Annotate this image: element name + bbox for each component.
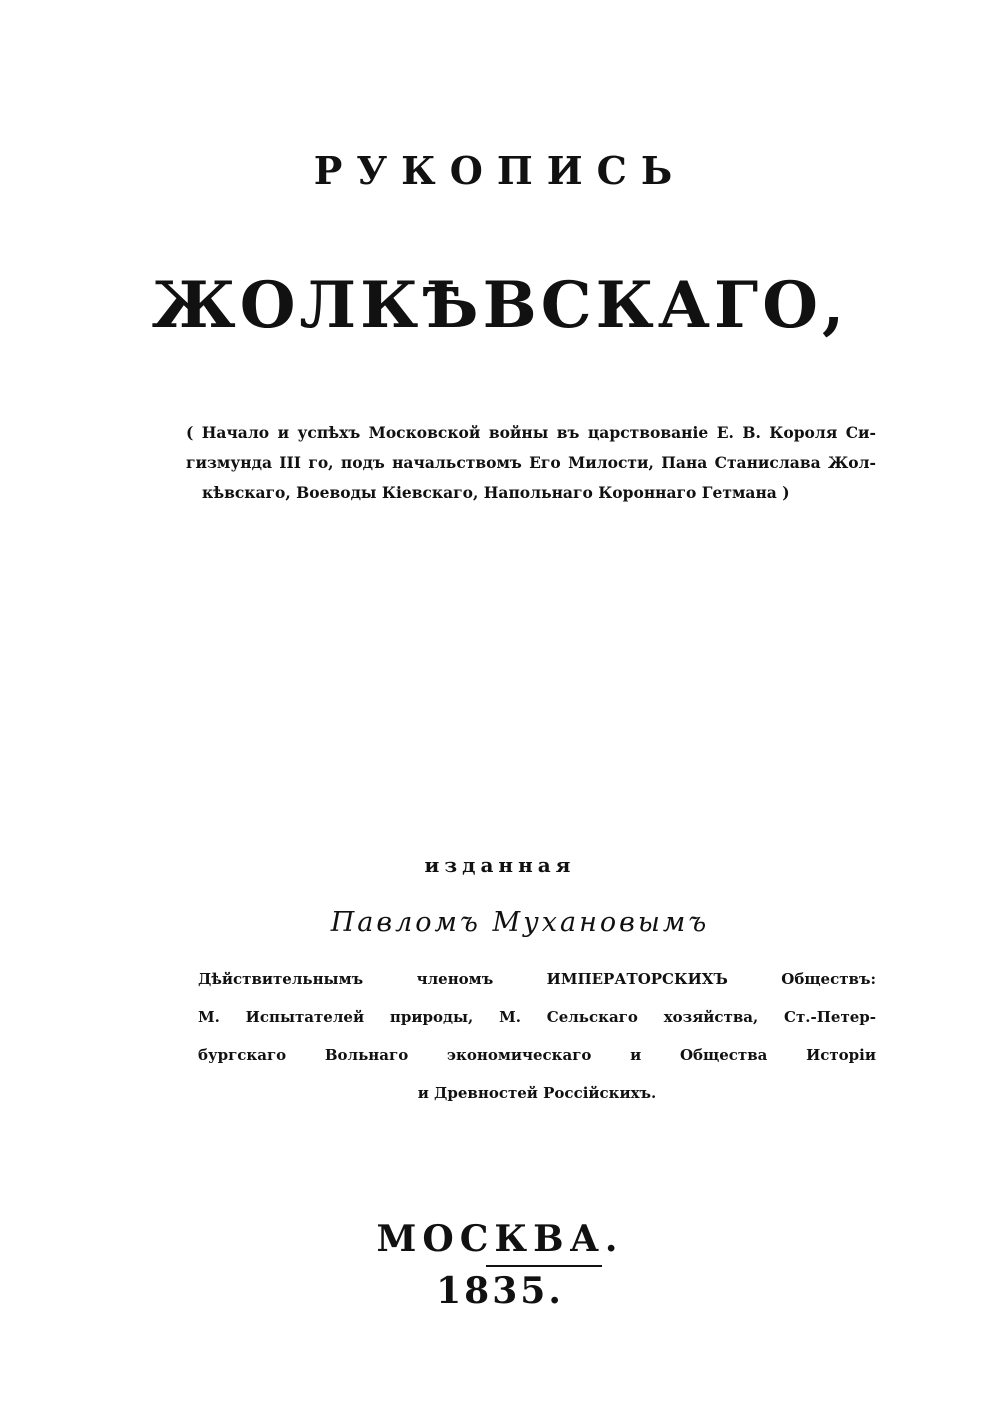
edited-label: изданная [424, 853, 576, 877]
editor-name: Павломъ Мухановымъ [330, 907, 710, 938]
subtitle-line-2: гизмунда III го, подъ начальствомъ Его Милости, Пана Станислава Жол- [186, 453, 876, 472]
title-line-author: ЖОЛКѢВСКАГО, [151, 268, 849, 343]
membership-line-4: и Древностей Россійскихъ. [417, 1084, 657, 1102]
membership-line-2: М. Испытателей природы, М. Сельскаго хозяйства, Ст.-Петер- [198, 1008, 876, 1026]
imprint-divider [486, 1265, 602, 1267]
membership-line-3: бургскаго Вольнаго экономическаго и Общества Исторіи [198, 1046, 876, 1064]
imprint-year: 1835. [436, 1270, 564, 1312]
editor-membership-block [198, 960, 876, 1112]
title-line-manuscript: РУКОПИСЬ [313, 148, 687, 193]
subtitle-line-1: ( Начало и успѣхъ Московской войны въ царствованіе Е. В. Короля Си- [186, 423, 876, 442]
subtitle-line-3: кѣвскаго, Воеводы Кіевскаго, Напольнаго Короннаго Гетмана ) [202, 483, 790, 502]
membership-line-1: Дѣйствительнымъ членомъ ИМПЕРАТОРСКИХЪ Обществъ: [198, 970, 876, 988]
imprint-city: МОСКВА. [376, 1218, 624, 1260]
subtitle-block [186, 418, 876, 508]
